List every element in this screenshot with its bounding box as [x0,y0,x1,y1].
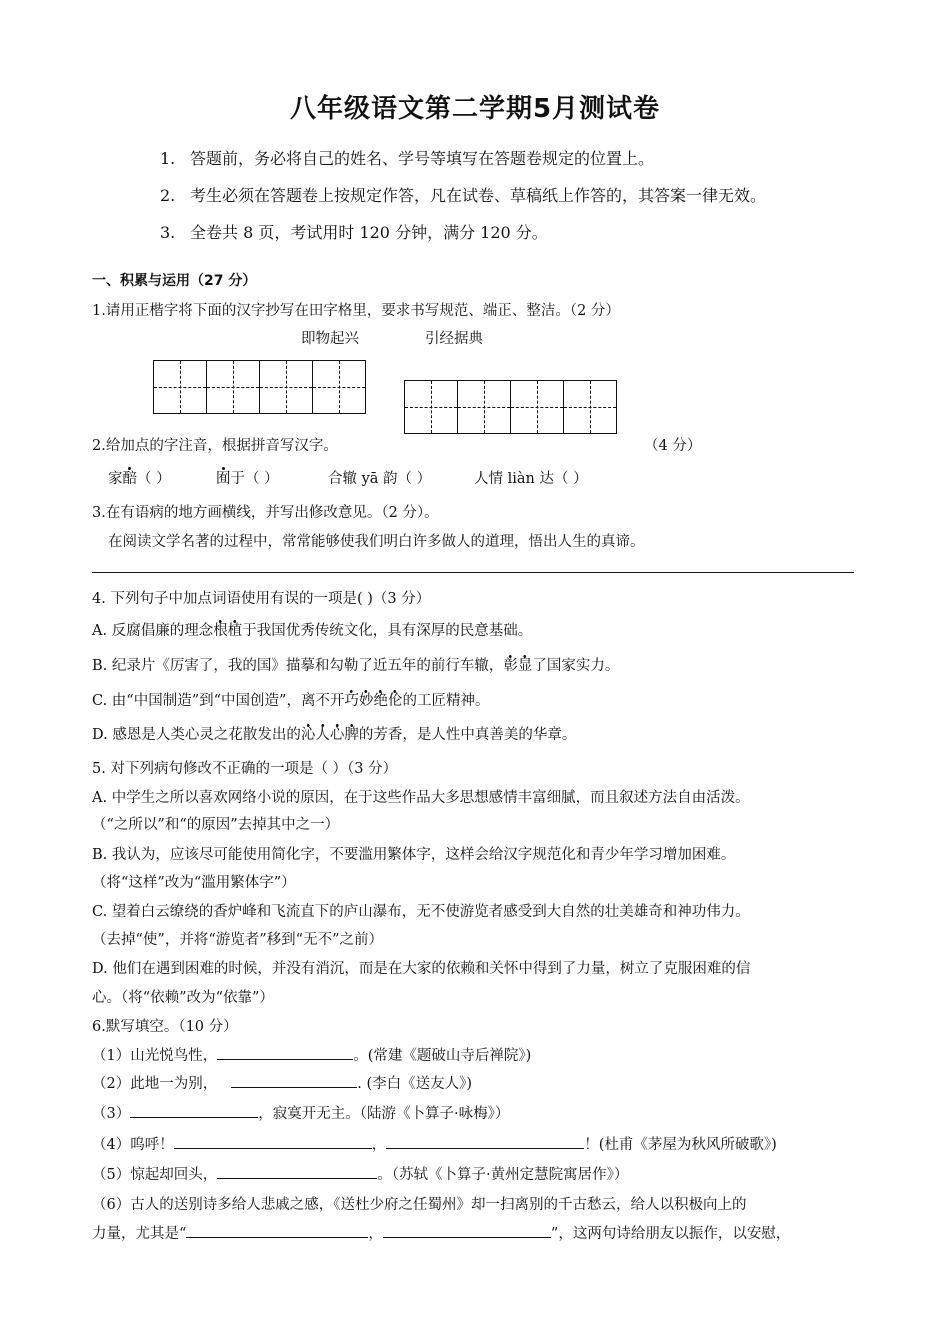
q6-line-5: （5）惊起却回头， 。（苏轼《卜算子·黄州定慧院寓居作》） [92,1163,628,1184]
question-1: 1.请用正楷字将下面的汉字抄写在田字格里，要求书写规范、端正、整洁。（2 分） [92,303,620,319]
q2-item-2: 囿于（ ） [216,471,279,487]
writing-grid-2[interactable] [404,380,617,434]
q6-line-2: （2）此地一为别， . (李白《送友人》) [92,1072,472,1093]
q2-item-1: 家醅（ ） [108,471,171,487]
instruction-1: 1. 答题前，务必将自己的姓名、学号等填写在答题卷规定的位置上。 [160,149,655,168]
q1-word-2: 引经据典 [425,331,483,347]
fill-blank[interactable] [217,1045,353,1060]
fill-blank[interactable] [130,1103,258,1118]
section-heading: 一、积累与运用（27 分） [92,273,257,289]
grid-cell[interactable] [206,361,259,413]
grid-cell[interactable] [405,381,457,433]
fill-blank[interactable] [231,1073,357,1088]
question-4: 4. 下列句子中加点词语使用有误的一项是( )（3 分） [92,591,431,607]
q2-score: （4 分） [644,438,702,454]
dotted-word: 根植 [213,619,242,639]
q6-line-1: （1）山光悦鸟性， 。(常建《题破山寺后禅院》) [92,1044,531,1065]
q5-option-b: B. 我认为，应该尽可能使用简化字，不要滥用繁体字，这样会给汉字规范化和青少年学习增加困难。 [92,847,736,863]
grid-cell[interactable] [510,381,563,433]
dotted-word: 巧妙绝伦 [344,689,402,709]
instruction-3: 3. 全卷共 8 页，考试用时 120 分钟，满分 120 分。 [160,223,548,242]
writing-grid-1[interactable] [153,360,366,414]
q4-option-c: C. 由“中国制造”到“中国创造”，离不开巧妙绝伦的工匠精神。 [92,689,489,710]
q4-option-b: B. 纪录片《厉害了，我的国》描摹和勾勒了近五年的前行车辙，彰显了国家实力。 [92,654,619,675]
q5-option-c: C. 望着白云缭绕的香炉峰和飞流直下的庐山瀑布，无不使游览者感受到大自然的壮美雄奇和神功伟力。 [92,904,750,920]
answer-line [92,572,854,573]
q3-sentence: 在阅读文学名著的过程中，常常能够使我们明白许多做人的道理，悟出人生的真谛。 [108,534,645,550]
q5-option-a: A. 中学生之所以喜欢网络小说的原因，在于这些作品大多思想感情丰富细腻，而且叙述方法自由活泼。 [92,790,750,806]
grid-cell[interactable] [312,361,365,413]
q6-line-3: （3） ，寂寞开无主。（陆游《卜算子·咏梅》） [92,1102,509,1123]
instruction-2: 2. 考生必须在答题卷上按规定作答，凡在试卷、草稿纸上作答的，其答案一律无效。 [160,186,767,205]
q5-option-d-fix: 心。（将“依赖”改为“依靠”） [92,990,274,1006]
q2-item-4: 人情 liàn 达（ ） [474,471,588,487]
page-title: 八年级语文第二学期5月测试卷 [289,94,661,124]
q4-option-a: A. 反腐倡廉的理念根植于我国优秀传统文化，具有深厚的民意基础。 [92,619,532,640]
question-5: 5. 对下列病句修改不正确的一项是（ ）（3 分） [92,761,398,777]
fill-blank[interactable] [383,1223,551,1238]
q5-option-b-fix: （将“这样”改为“滥用繁体字”） [92,875,296,891]
fill-blank[interactable] [217,1164,377,1179]
question-3: 3.在有语病的地方画横线，并写出修改意见。（2 分）。 [92,505,439,521]
question-2: 2.给加点的字注音，根据拼音写汉字。 [92,438,338,454]
q4-option-d: D. 感恩是人类心灵之花散发出的沁人心脾的芳香，是人性中真善美的华章。 [92,723,576,744]
q2-item-3: 合辙 yā 韵（ ） [328,471,432,487]
dotted-word: 彰显 [503,654,532,674]
grid-cell[interactable] [259,361,312,413]
q1-word-1: 即物起兴 [301,331,359,347]
q6-line-6: （6）古人的送别诗多给人悲戚之感，《送杜少府之任蜀州》却一扫离别的千古愁云，给人以积极向上的 [92,1197,747,1213]
grid-cell[interactable] [154,361,206,413]
question-6: 6.默写填空。（10 分） [92,1019,238,1035]
fill-blank[interactable] [186,1223,368,1238]
fill-blank[interactable] [174,1134,372,1149]
q5-option-d: D. 他们在遇到困难的时候，并没有消沉，而是在大家的依赖和关怀中得到了力量，树立了克服困难的信 [92,961,751,977]
q6-line-7: 力量，尤其是“ ， ”，这两句诗给朋友以振作，以安慰， [92,1222,790,1243]
q6-line-4: （4）呜呼！ ， ！(杜甫《茅屋为秋风所破歌》) [92,1133,777,1154]
q5-option-c-fix: （去掉“使”，并将“游览者”移到“无不”之前） [92,932,383,948]
grid-cell[interactable] [563,381,616,433]
grid-cell[interactable] [457,381,510,433]
q5-option-a-fix: （“之所以”和“的原因”去掉其中之一） [92,817,340,833]
fill-blank[interactable] [386,1134,584,1149]
dotted-word: 沁人心脾 [301,723,359,743]
